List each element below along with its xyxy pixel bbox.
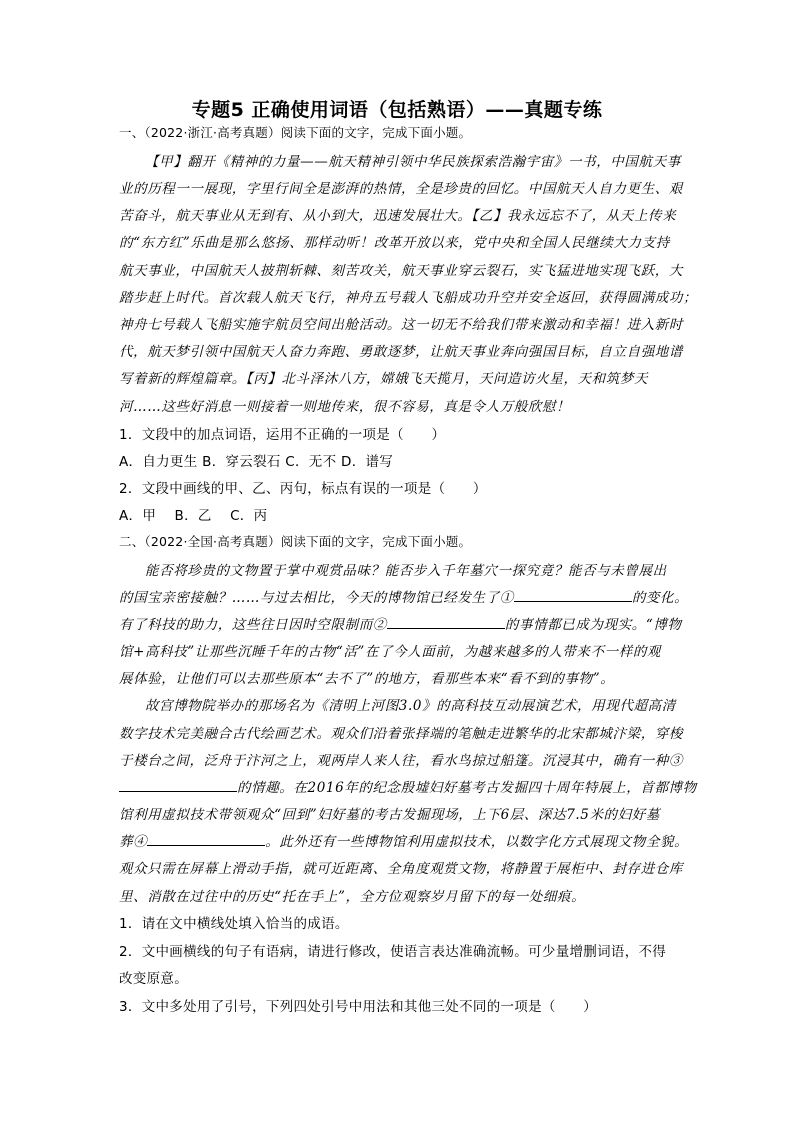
section1-passage-line: 的“东方红”乐曲是那么悠扬、那样动听！改革开放以来，党中央和全国人民继续大力支持 (119, 235, 670, 251)
section2-passage-line: 展体验，让他们可以去那些原本“去不了”的地方，看那些本来“看不到的事物”。 (119, 671, 615, 687)
section2-passage-line (119, 830, 688, 850)
passage-text: 。此外还有一些博物馆利用虚拟技术，以数字化方式展现文物全貌。 (265, 834, 689, 850)
passage-text: 葬④ (119, 834, 148, 850)
section2-passage-line: 数字技术完美融合古代绘画艺术。观众们沿着张择端的笔触走进繁华的北宋都城汴梁，穿梭 (119, 726, 683, 742)
section1-question-2-options: A．甲 B．乙 C．丙 (119, 508, 268, 524)
fill-blank-3[interactable] (119, 779, 237, 792)
section2-passage-line: 于楼台之间，泛舟于汴河之上，观两岸人来人往，看水鸟掠过船篷。沉浸其中，确有一种③ (119, 753, 683, 769)
section2-question-2-cont: 改变原意。 (119, 971, 188, 987)
section1-passage-line: 【甲】翻开《精神的力量——航天精神引领中华民族探索浩瀚宇宙》一书，中国航天事 (145, 154, 681, 170)
section2-passage-line (119, 586, 688, 606)
section1-header: 一、（2022·浙江·高考真题）阅读下面的文字，完成下面小题。 (119, 125, 472, 140)
section2-passage-line: 能否将珍贵的文物置于掌中观赏品味？能否步入千年墓穴一探究竟？能否与未曾展出 (145, 563, 667, 579)
section2-passage-line: 故宫博物院举办的那场名为《清明上河图3.0》的高科技互动展演艺术，用现代超高清 (145, 698, 676, 714)
passage-text: 有了科技的助力，这些往日因时空限制而② (119, 617, 387, 633)
fill-blank-4[interactable] (147, 833, 265, 846)
section2-passage-line: 馆利用虚拟技术带领观众“回到”妇好墓的考古发掘现场，上下6层、深达7.5米的妇好墓 (119, 807, 660, 823)
page-title: 专题5 正确使用词语（包括熟语）——真题专练 (191, 99, 603, 121)
section1-passage-line: 踏步赶上时代。首次载人航天飞行，神舟五号载人飞船成功升空并安全返回，获得圆满成功； (119, 290, 698, 306)
section1-passage-line: 航天事业，中国航天人披荆斩棘、刻苦攻关，航天事业穿云裂石，实飞猛进地实现飞跃，大 (119, 263, 683, 279)
section2-passage-line: 观众只需在屏幕上滑动手指，就可近距离、全角度观赏文物，将静置于展柜中、封存进仓库 (119, 861, 683, 877)
section2-question-1: 1．请在文中横线处填入恰当的成语。 (119, 916, 349, 932)
section1-passage-line: 神舟七号载人飞船实施宇航员空间出舱活动。这一切无不给我们带来激动和幸福！进入新时 (119, 317, 683, 333)
section2-passage-line (119, 776, 697, 796)
section2-passage-line: 馆+高科技”让那些沉睡千年的古物“活”在了今人面前，为越来越多的人带来不一样的观 (119, 644, 662, 660)
fill-blank-2[interactable] (387, 616, 505, 629)
section2-passage-line (119, 613, 682, 633)
passage-text: 的事情都已成为现实。“博物 (504, 617, 682, 633)
section1-passage-line: 代，航天梦引领中国航天人奋力奔跑、勇敢逐梦，让航天事业奔向强国目标，自立自强地谱 (119, 344, 683, 360)
section1-question-1-options: A．自力更生 B．穿云裂石 C．无不 D．谱写 (119, 454, 394, 470)
section1-question-1: 1．文段中的加点词语，运用不正确的一项是（ ） (119, 427, 446, 443)
passage-text: 的国宝亲密接触？……与过去相比，今天的博物馆已经发生了① (119, 590, 514, 606)
section1-passage-line: 苦奋斗，航天事业从无到有、从小到大，迅速发展壮大。【乙】我永远忘不了，从天上传来 (119, 208, 677, 224)
section1-passage-line: 河……这些好消息一则接着一则地传来，很不容易，真是令人万般欣慰！ (119, 399, 571, 415)
passage-text: 的变化。 (631, 590, 689, 606)
fill-blank-1[interactable] (514, 589, 632, 602)
section2-question-2: 2．文中画横线的句子有语病，请进行修改，使语言表达准确流畅。可少量增删词语，不得 (119, 944, 667, 960)
section2-header: 二、（2022·全国·高考真题）阅读下面的文字，完成下面小题。 (119, 534, 472, 549)
section2-passage-line: 里、消散在过往中的历史“托在手上”，全方位观察岁月留下的每一处细痕。 (119, 889, 586, 905)
section1-passage-line: 写着新的辉煌篇章。【丙】北斗泽沐八方，嫦娥飞天揽月，天问造访火星，天和筑梦天 (119, 371, 649, 387)
section2-question-3: 3．文中多处用了引号，下列四处引号中用法和其他三处不同的一项是（ ） (119, 999, 598, 1015)
section1-question-2: 2．文段中画线的甲、乙、丙句，标点有误的一项是（ ） (119, 481, 487, 497)
section1-passage-line: 业的历程一一展现，字里行间全是澎湃的热情，全是珍贵的回忆。中国航天人自力更生、艰 (119, 181, 683, 197)
passage-text: 的情趣。在2016年的纪念殷墟妇好墓考古发掘四十周年特展上，首都博物 (237, 780, 697, 796)
